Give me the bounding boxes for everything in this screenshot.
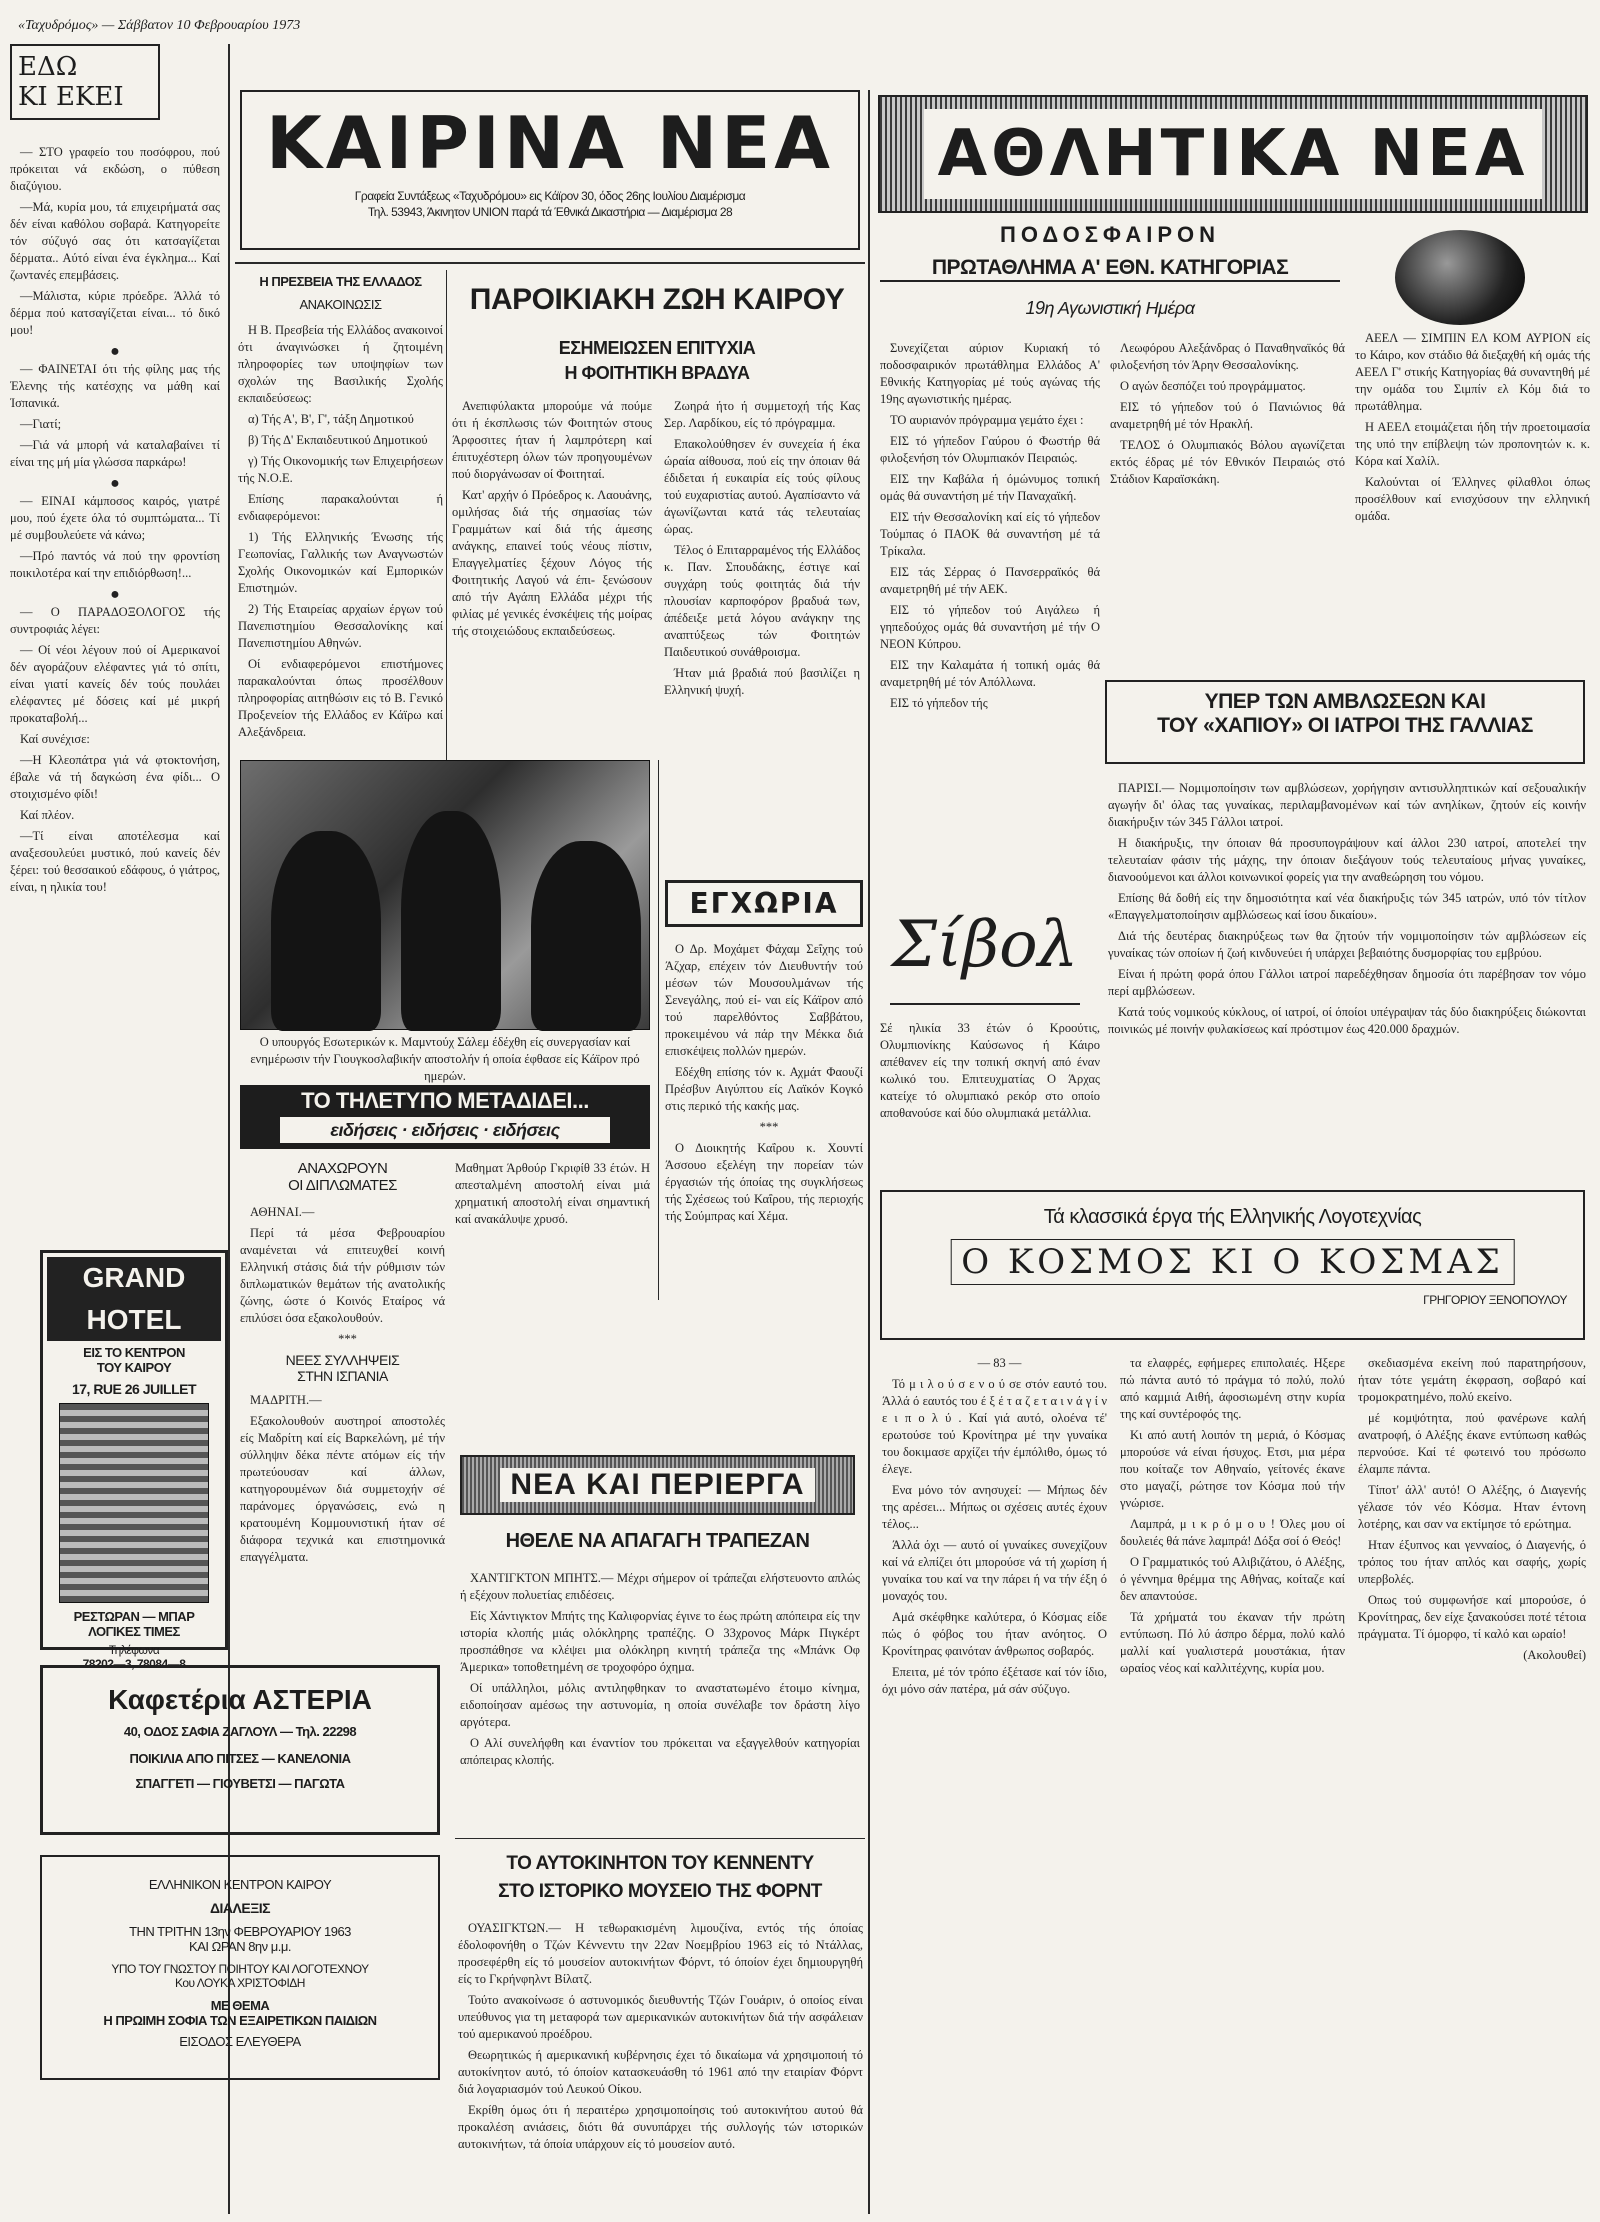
lecture-date: ΤΗΝ ΤΡΙΤΗΝ 13ην ΦΕΒΡΟΥΑΡΙΟΥ 1963 bbox=[129, 1924, 351, 1939]
anecdote-text: — ΣΤΟ γραφείο του ποσόφρου, πού πρόκειται νά εκδώση, ο πύθεση διαζύγιου. bbox=[10, 145, 220, 193]
article-text: Εκρίθη όμως ότι ή περαιτέρω χρησιμοποίησις τού αυτοκινήτου αυτού θά προκαλέση ανιάσεις, διότι θά συνυπάρχει τής συλλογής τών ιστορικών αυτοκινήτων, τά όποία υπάρχουν είς τό μουσείον αυτό. bbox=[458, 2103, 863, 2151]
article-text: Οί υπάλληλοι, μόλις αντιληφθηκαν το αναστατωμένο έτοιμο κίνημα, ειδοποίησαν αμέσως την αστυνομία, η οποία συνέλαβε τον δράστη λίγο αργότερα. bbox=[460, 1681, 860, 1729]
article-text: Ήταν μιά βραδιά πού βασιλίζει η Ελληνική ψυχή. bbox=[664, 666, 860, 697]
article-text: Τούτο ανακοίνωσε ό αστυνομικός διευθυντής Τζών Γουάριν, ό οποίος είναι υπεύθυνος για τη μεταφορά των αμερικανικών αυτοκινήτων διά τήν ασφάλειαν τού αμερικανού προέδρου. bbox=[458, 1993, 863, 2041]
kennedy-heading-line: ΤΟ ΑΥΤΟΚΙΝΗΤΟΝ ΤΟΥ ΚΕΝΝΕΝΤΥ bbox=[506, 1853, 814, 1874]
tilestypo-banner-subtitle: ειδήσεις · ειδήσεις · ειδήσεις bbox=[280, 1117, 610, 1143]
round-label: 19η Αγωνιστική Ημέρα bbox=[1025, 298, 1195, 318]
article-text: Επίσης παρακαλούνται ή ενδιαφερόμενοι: bbox=[238, 492, 443, 523]
anecdote-text: —Η Κλεοπάτρα γιά νά φτοκτονήση, έβαλε νά τή δαγκώση ένα φίδι... Ο στοιχισμένο φίδι! bbox=[10, 753, 220, 801]
article-text: Ο Αλί συνελήφθη και έναντίον του πρόκειται να εξαγγελθούν κατηγορίαι απόπειρας κλοπής. bbox=[460, 1736, 860, 1767]
article-text: Κατά τούς νομικούς κύκλους, οί ιατροί, οί όποίοι υπέγραψαν τάς δύο διακηρύξεις διώκονται ποινικώς μέ ποινήν φυλακίσεως καί πρόστιμον έως 420.000 δραχμών. bbox=[1108, 1005, 1586, 1036]
grand-hotel-line: ΕΙΣ ΤΟ ΚΕΝΤΡΟΝ bbox=[83, 1345, 185, 1360]
article-text: Ο αγών δεσπόζει τού προγράμματος. bbox=[1120, 379, 1306, 393]
anecdote-text: — Ο ΠΑΡΑΔΟΞΟΛΟΓΟΣ τής συντροφιάς λέγει: bbox=[10, 605, 220, 636]
article-text: ΕΙΣ τό γήπεδον τής bbox=[890, 696, 988, 710]
tilestypo-heading: ΑΝΑΧΩΡΟΥΝ bbox=[297, 1160, 388, 1177]
nea-perierga-title: ΝΕΑ ΚΑΙ ΠΕΡΙΕΡΓΑ bbox=[500, 1468, 814, 1502]
grand-hotel-restaurant: ΡΕΣΤΩΡΑΝ — ΜΠΑΡ bbox=[73, 1609, 195, 1624]
sibol-logo: Σίβολ bbox=[890, 885, 1080, 1005]
article-text: Επακολούθησεν έν συνεχεία ή έκα ώραία αίθουσα, πού είς την όποιαν θά έδιδεται ή ευκαιρία είς τούς φίλους τού ευχαριστίας αυτού. Αγαπίσαντο νά άγωνίζωνται κατά τάς τελευταίας ώρας. bbox=[664, 437, 860, 536]
bullet-icon: ● bbox=[110, 343, 120, 360]
lecture-theme-label: ΜΕ ΘΕΜΑ bbox=[210, 1998, 270, 2013]
grand-hotel-phone-label: Τηλέφωνα bbox=[108, 1643, 160, 1657]
athlitika-nea-title: ΑΘΛΗΤΙΚΑ ΝΕΑ bbox=[924, 109, 1543, 199]
column-rule bbox=[868, 90, 870, 2214]
article-text: ΤΟ αυριανόν πρόγραμμα γεμάτο έχει : bbox=[890, 413, 1084, 427]
lecture-speaker: Κου ΛΟΥΚΑ ΧΡΙΣΤΟΦΙΔΗ bbox=[175, 1976, 305, 1990]
bullet-icon: ● bbox=[110, 586, 120, 603]
anecdote-text: —Γιά νά μπορή νά καταλαβαίνει τί είναι της μή μία γλώσσα παρκάρω! bbox=[10, 438, 220, 469]
column-rule bbox=[658, 760, 659, 1300]
aeel-article bbox=[1355, 330, 1590, 670]
anecdote-text: — Οί νέοι λέγουν πού οί Αμερικανοί δέν αγοράζουν ελέφαντες γιά τό σπίτι, είναι γιατί κανείς δέν τούς πουλάει ελέφαντες μέ δόσεις καί μέ μικρή προκαταβολή... bbox=[10, 643, 220, 725]
grand-hotel-address: 17, RUE 26 JUILLET bbox=[71, 1381, 197, 1397]
article-text: σκεδιασμένα εκείνη πού παρατηρήσουν, ήταν τότε γεμάτη έκφραση, σοβαρό καί τρομοκρατημένο, πολύ εκείνο. bbox=[1358, 1356, 1586, 1404]
article-text: Η Β. Πρεσβεία τής Ελλάδος ανακοινοί ότι άναγινώσκει ή ζητοιμένη πληροφορίες των υποψηφίων των σχολών της Βασιλικής Σχολής εκπαιδεύσεως: bbox=[238, 323, 443, 405]
asteria-title: Καφετέρια ΑΣΤΕΡΙΑ bbox=[108, 1684, 372, 1715]
tilestypo-heading: ΣΤΗΝ ΙΣΠΑΝΙΑ bbox=[297, 1368, 388, 1384]
article-text: Ο Δρ. Μοχάμετ Φάχαμ Σεΐχης τού Άζχαρ, επέχειν τόν Διευθυντήν τού μέσων τών Μουσουλμάνων τής Σενεγάλης, πού εί- ναι είς Κάϊρον από τού παρελθόντος Σαββάτου, προκειμένου νά πάρ την Μέκκα διά επισκέψεις πολλών ημερών. bbox=[665, 942, 863, 1058]
grand-hotel-phones: 78202—3, 78084—8 bbox=[82, 1657, 186, 1671]
football-column-2 bbox=[1110, 340, 1345, 660]
dateline: ΑΘΗΝΑΙ.— bbox=[250, 1205, 315, 1219]
article-text: Κατ' αρχήν ό Πρόεδρος κ. Λαουάνης, ομιλήσας διά τής σημασίας τών Γραμμάτων καί διά τής άμεσης ανάγκης, επαινεί τούς νέους πίστιν, Επαγγελματίες ξέχουν Λόγος τής Φοιτητικής Λαγού νά έπι- ξενώσουν από τήν Αγάπη Ελλάδα μέχρι τής φιλίας μέ γενικές ένσκέψεις τής μοίρας τής στοιχειώδους εκπαιδεύσεως. bbox=[452, 488, 652, 638]
article-text: ΕΙΣ τήν Θεσσαλονίκη καί είς τό γήπεδον Τούμπας ό ΠΑΟΚ θά συναντήση μέ τά Τρίκαλα. bbox=[880, 510, 1100, 558]
presveia-heading: Η ΠΡΕΣΒΕΙΑ ΤΗΣ ΕΛΛΑΔΟΣ bbox=[259, 274, 422, 289]
kosmos-banner bbox=[880, 1190, 1585, 1340]
section-rule bbox=[235, 262, 865, 264]
article-text: Είς Χάντιγκτον Μπήτς της Καλιφορνίας έγινε το έως πρώτη απόπειρα είς την ιστορία κλοπής μιάς ολόκληρης τραπέζης. Ο 33χρονος Μάρκ Πιγκέρτ προσπάθησε να κλέψει μια ολόκληρη κινητή τράπεζα της «Μπάνκ Οφ Άμερικα» τοποθετημένη σε τροχοφόρο όχημα. bbox=[460, 1609, 860, 1674]
article-text: Οπως τού συμφωνήσε καί μπορούσε, ό Κρονίτηρας, δεν είχε ξανακούσει ποτέ τέτοια πράγματα. Τί όμορφο, τί καλό και ωραίο! bbox=[1358, 1593, 1586, 1641]
championship-headline: ΠΡΩΤΑΘΛΗΜΑ Α' ΕΘΝ. ΚΑΤΗΓΟΡΙΑΣ bbox=[880, 256, 1340, 282]
grand-hotel-line: ΤΟΥ ΚΑΙΡΟΥ bbox=[96, 1360, 172, 1375]
lecture-ad bbox=[40, 1855, 440, 2080]
grand-hotel-prices: ΛΟΓΙΚΕΣ ΤΙΜΕΣ bbox=[88, 1624, 180, 1639]
article-text: 2) Τής Εταιρείας αρχαίων έργων τού Πανεπιστημίου Θεσσαλονίκης καί Πανεπιστημίου Αθηνών. bbox=[238, 602, 443, 650]
lecture-time: ΚΑΙ ΩΡΑΝ 8ην μ.μ. bbox=[189, 1939, 291, 1954]
paroikiaki-article bbox=[452, 270, 862, 750]
anecdote-text: — ΕΙΝΑΙ κάμποσος καιρός, γιατρέ μου, πού έχετε όλα τό συμπτώματα... Τί μέ συμβουλεύετε νά κάνω; bbox=[10, 494, 220, 542]
article-text: ΤΕΛΟΣ ό Ολυμπιακός Βόλου αγωνίζεται εκτός έδρας μέ τόν Εθνικόν Πειραιώς στό Στάδιον Καραϊσκάκη. bbox=[1110, 438, 1345, 486]
tilestypo-article bbox=[240, 1160, 445, 1620]
paroikiaki-heading: ΠΑΡΟΙΚΙΑΚΗ ΖΩΗ ΚΑΙΡΟΥ bbox=[469, 283, 845, 316]
article-text: ΕΙΣ τάς Σέρρας ό Πανσερραϊκός θά αναμετρηθή μέ τήν ΑΕΚ. bbox=[880, 565, 1100, 596]
anecdote-text: —Πρό παντός νά πού την φροντίση ποικιλοτέρα καί την επιδιόρθωση!... bbox=[10, 549, 220, 580]
article-text: Αμά σκέφθηκε καλύτερα, ό Κόσμας είδε πώς ό φόβος του ήταν ανόητος. Ο Κρονίτηρας φαινόταν άνθρωπος σοβαρός. bbox=[882, 1610, 1107, 1658]
grand-hotel-ad bbox=[40, 1250, 228, 1671]
article-text: ΕΙΣ την Καλαμάτα ή τοπική ομάς θά αναμετρηθή μέ τόν Απόλλωνα. bbox=[880, 658, 1100, 689]
article-text: Ανεπιφύλακτα μπορούμε νά πούμε ότι ή έκσπλωσις τών Φοιτητών στους Άρφοσιτες ήταν ή λαμπρότερη καί έπιτυχέστερη όλων τών προηγουμένων πού διοργάνωσαν οί Φοιτηταί. bbox=[452, 399, 652, 481]
kairina-nea-subtitle: Γραφεία Συντάξεως «Ταχυδρόμου» εις Κάϊρον 30, όδος 26ης Ιουλίου Διαμέρισμα bbox=[354, 189, 746, 203]
article-text: Λεωφόρου Αλεξάνδρας ό Παναθηναϊκός θά φιλοξενήση τόν Άρην Θεσσαλονίκης. bbox=[1110, 341, 1345, 372]
football-icon bbox=[1395, 230, 1525, 325]
article-text: ΧΑΝΤΙΓΚΤΟΝ ΜΠΗΤΣ.— Μέχρι σήμερον οί τράπεζαι ελήστευοντο απλώς ή εξέχουν πολυετίας επιδέσεις. bbox=[460, 1571, 860, 1602]
article-text: Τέλος ό Επιταρραμένος τής Ελλάδος κ. Παν. Σπουδάκης, έστιγε καί συγχάρη τούς φοιτητάς διά τήν πλουσίαν καρποφόρον βραδυά των, άπέδειξε μετά λόγου ανάγκην της αναπτύξεως τών Φοιτητών Παιδευτικού συνάθροισμα. bbox=[664, 543, 860, 659]
kosmos-column-3 bbox=[1358, 1355, 1586, 2210]
nea-perierga-heading: ΗΘΕΛΕ ΝΑ ΑΠΑΓΑΓΗ ΤΡΑΠΕΖΑΝ bbox=[505, 1530, 810, 1552]
anecdote-text: —Μά, κυρία μου, τά επιχειρήματά σας δέν είναι καθόλου σοβαρά. Κατηγορείτε τόν σύζυγό σας ότι κατσαγίζεται δέρματα.. Αύτό είναι ένα έγκλημα... Καί ζωντανές επεμβάσεις. bbox=[10, 200, 220, 282]
article-text: Ο Γραμματικός τού Αλιβιζάτου, ό Αλέξης, ό γέννημα θρέμμα της Αθήνας, κοίταζε καί δεν απαντούσε. bbox=[1120, 1555, 1345, 1603]
article-text: ΕΙΣ τό γήπεδον τού Αιγάλεω ή γηπεδούχος ομάς θά συναντήση μέ τήν Ο ΝΕΟΝ Κύπρου. bbox=[880, 603, 1100, 651]
article-text: ΟΥΑΣΙΓΚΤΩΝ.— Η τεθωρακισμένη λιμουζίνα, εντός τής όποίας έδολοφονήθη ο Τζών Κέννεντυ την 22αν Νοεμβρίου 1963 είς τό Ντάλλας, προσεφέρθη είς τό μουσείον αυτοκινήτων Φόρντ, τό όποίον έχει δημιουργηθή είς το Γκρήνφηλντ Βίλατζ. bbox=[458, 1921, 863, 1986]
article-text: ΕΙΣ την Καβάλα ή όμώνυμος τοπική ομάς θά συναντήση μέ τήν Παναχαϊκή. bbox=[880, 472, 1100, 503]
article-text: Συνεχίζεται αύριον Κυριακή τό ποδοσφαιρικόν πρωτάθλημα Ελλάδος Α' Εθνικής Κατηγορίας μέ τούς αγώνας τής 19ης αγωνιστικής ημέρας. bbox=[880, 341, 1100, 406]
lecture-entry: ΕΙΣΟΔΟΣ ΕΛΕΥΘΕΡΑ bbox=[179, 2034, 301, 2049]
hotel-building-image bbox=[59, 1403, 209, 1603]
nea-perierga-banner bbox=[460, 1455, 855, 1515]
kosmos-column-1 bbox=[882, 1355, 1107, 2210]
kennedy-article bbox=[458, 1920, 863, 2210]
article-text: ΠΑΡΙΣΙ.— Νομιμοποίησιν των αμβλώσεων, χορήγησιν αντισυλληπτικών καί σεξουαλικήν αγωγήν δι' όλας τας γυναίκας, περιλαμβανομένων καί τών ανηλίκων, ζητούν είς κοινήν διακήρυξιν τών 345 Γάλλοι ιατροί. bbox=[1108, 781, 1586, 829]
asteria-address: 40, ΟΔΟΣ ΣΑΦΙΑ ΖΑΓΛΟΥΛ — Τηλ. 22298 bbox=[123, 1724, 357, 1739]
kairina-nea-banner bbox=[240, 90, 860, 250]
egxoria-heading: ΕΓΧΩΡΙΑ bbox=[665, 880, 863, 927]
masthead: «Ταχυδρόμος» — Σάββατον 10 Φεβρουαρίου 1973 bbox=[18, 18, 301, 33]
paroikiaki-subheading: Η ΦΟΙΤΗΤΙΚΗ ΒΡΑΔΥΑ bbox=[564, 363, 750, 383]
anecdotes bbox=[10, 144, 220, 896]
football-column-1 bbox=[880, 340, 1100, 880]
separator: *** bbox=[338, 1332, 357, 1346]
article-text: Τό μ ι λ ο ύ σ ε ν ο ύ σε στόν εαυτό του. Άλλά ό εαυτός του έ ξ έ τ α ζ ε τ α ι ν ά γ ί ν ε ι π ο λ ύ . Καί γιά αυτό, ολοένα τέ' ερωτούσε τού Κρονίτηρα μέ την γυναίκα του δοκιμασε αρχίζει τήν έμπόλιθο, όμως τό έλεγε. bbox=[882, 1377, 1107, 1476]
asteria-ad bbox=[40, 1665, 440, 1835]
sport-label: ΠΟΔΟΣΦΑΙΡΟΝ bbox=[999, 222, 1221, 247]
article-text: β) Τής Δ' Εκπαιδευτικού Δημοτικού bbox=[248, 433, 428, 447]
article-text: α) Τής Α', Β', Γ', τάξη Δημοτικού bbox=[248, 412, 414, 426]
paroikiaki-subheading: ΕΣΗΜΕΙΩΣΕΝ ΕΠΙΤΥΧΙΑ bbox=[558, 338, 756, 358]
anecdote-text: —Τί είναι αποτέλεσμα καί αναξεσουλεύει μυστικό, πού κανείς δέν ξέρει: τού θεσσαικού εδάφους, ό γιάτρος, είναι, η ηλικία του! bbox=[10, 829, 220, 894]
article-text: γ) Τής Οικονομικής των Επιχειρήσεων τής Ν.Ο.Ε. bbox=[238, 454, 443, 485]
article-text: Εξακολουθούν αυστηροί αποστολές είς Μαδρίτη καί είς Βαρκελώνη, μέ τήν σύλληψιν δέκα πέντε ατόμων είς τήν πρωτεύουσαν καί άλλων, κατηγορουμένων διά συμμετοχήν σέ παράνομες όργανώσεις, ενώ η κρατουμένη Κομμουνιστική ήταν σέ διάφορα τεχνικά και επιστημονικά επαγγέλματα. bbox=[240, 1414, 445, 1564]
article-text: Ζωηρά ήτο ή συμμετοχή τής Κας Σερ. Λαρδίκου, είς τό πρόγραμμα. bbox=[664, 399, 860, 430]
article-text: ΕΙΣ τό γήπεδον τού ό Πανιώνιος θά αναμετρηθή μέ τόν Ηρακλή. bbox=[1110, 400, 1345, 431]
kennedy-heading bbox=[455, 1850, 865, 1906]
article-text: Διά τής δευτέρας διακηρύξεως των θα ζητούν τήν νομιμοποίησιν τών αμβλώσεων είς γυναίκας τών οποίων ή ζωή κινδυνεύει ή υπάρχει βεβαιότης δυσμορφίας του εμβρύου. bbox=[1108, 929, 1586, 960]
anecdote-text: —Μάλιστα, κύριε πρόεδρε. Άλλά τό δέρμα πού κατσαγίζεται είναι... τό δικό μου! bbox=[10, 289, 220, 337]
ambloseis-heading-line: ΤΟΥ «ΧΑΠΙΟΥ» ΟΙ ΙΑΤΡΟΙ ΤΗΣ ΓΑΛΛΙΑΣ bbox=[1157, 714, 1533, 737]
bullet-icon: ● bbox=[110, 475, 120, 492]
tilestypo-continued-text: Μαθηματ Άρθούρ Γκριφίθ 33 έτών. Η απεσταλμένη αποστολή είναι μιά χρηματική αποστολή είναι σημαντική καί ανακάλυψε χρυσό. bbox=[455, 1161, 650, 1226]
dateline: ΜΑΔΡΙΤΗ.— bbox=[250, 1393, 322, 1407]
presveia-subheading: ΑΝΑΚΟΙΝΩΣΙΣ bbox=[299, 297, 382, 312]
sibol-article: Σέ ηλικία 33 έτών ό Κροούτις, Ολυμπιονίκης Καύσωνος ή Κάιρο απέθανεν είς την τοπική σκηνή από έναν κωλικό του. Επιτευχματίας Ο Άρχας κατείχε τό ολυμπιακό ρεκόρ στο οποίο αποθανούσε καί δύο ολυμπιακά μετάλλια. bbox=[880, 1021, 1100, 1120]
kosmos-intro: Τά κλασσικά έργα τής Ελληνικής Λογοτεχνίας bbox=[1043, 1206, 1422, 1228]
edo-ki-ekei-heading: ΕΔΩ ΚΙ ΕΚΕΙ bbox=[10, 44, 160, 120]
article-text: Η ΑΕΕΛ ετοιμάζεται ήδη τήν προετοιμασία της υπό την επίβλεψη τών προπονητών κ. κ. Κόρα καί Χαλίλ. bbox=[1355, 420, 1590, 468]
ambloseis-heading-line: ΥΠΕΡ ΤΩΝ ΑΜΒΛΩΣΕΩΝ ΚΑΙ bbox=[1204, 690, 1486, 713]
article-text: Εδέχθη επίσης τόν κ. Αχμάτ Φαουζί Πρέσβυν Αιγύπτου είς Λαϊκόν Κογκό στις περικό τής κακής μας. bbox=[665, 1065, 863, 1113]
article-text: Ενα μόνο τόν ανησυχεί: — Μήπως δέν της αρέσει... Μήπως οι σχέσεις αυτές έχουν τέλος... bbox=[882, 1483, 1107, 1531]
kosmos-title: Ο ΚΟΣΜΟΣ ΚΙ Ο ΚΟΣΜΑΣ bbox=[950, 1239, 1515, 1285]
nea-perierga-article bbox=[460, 1570, 860, 1820]
left-column bbox=[10, 44, 220, 1244]
article-text: Επίσης θά δοθή είς την δημοσιότητα καί νέα διακήρυξις τών 345 ιατρών, υπό τόν τίτλον «Επαγγελματοποίησιν αμβλώσεως καί ίσου δικαίου». bbox=[1108, 891, 1586, 922]
kairina-nea-subtitle: Τηλ. 53943, Άκινητον UNION παρά τά Έθνικά Δικαστήρια — Διαμέρισμα 28 bbox=[367, 205, 733, 219]
article-text: Τίποτ' άλλ' αυτό! Ο Αλέξης, ό Διαγενής γέλασε τόν νέο Κόσμα. Ηταν έντονη λοτέρης, και σαν να εκτίμησε τό ερώτημα. bbox=[1358, 1483, 1586, 1531]
person-figure bbox=[531, 841, 641, 1031]
anecdote-text: Καί συνέχισε: bbox=[20, 732, 90, 746]
ministers-photo bbox=[240, 760, 650, 1030]
article-text: Κι από αυτή λοιπόν τη μεριά, ό Κόσμας μπορούσε νά είναι ήσυχος. Ετσι, μια μέρα που κοίταζε τον Αθηναίο, γείτονές έκανε στο μαγαζί, ρώτησε τον Κόσμα πού τήν γνώρισε. bbox=[1120, 1428, 1345, 1510]
article-text: Καλούνται οί Έλληνες φίλαθλοι όπως προσέλθουν καί ενισχύσουν την ελληνική ομάδα. bbox=[1355, 475, 1590, 523]
tilestypo-banner-title: ΤΟ ΤΗΛΕΤΥΠΟ ΜΕΤΑΔΙΔΕΙ... bbox=[301, 1088, 589, 1113]
article-text: Οί ενδιαφερόμενοι επιστήμονες παρακαλούνται όπως προσέλθουν πληροφορίας αιτηθώσιν εις τό Β. Γενικό Προξενείον τής Ελλάδος εν Κάϊρω καί Αλεξάνδρεια. bbox=[238, 657, 443, 739]
article-text: ΕΙΣ τό γήπεδον Γαύρου ό Φωστήρ θά φιλοξενήση τόν Ολυμπιακόν Πειραιώς. bbox=[880, 434, 1100, 465]
kosmos-column-2 bbox=[1120, 1355, 1345, 2210]
asteria-menu-line: ΣΠΑΓΓΕΤΙ — ΓΙΟΥΒΕΤΣΙ — ΠΑΓΩΤΑ bbox=[135, 1776, 345, 1791]
kennedy-heading-line: ΣΤΟ ΙΣΤΟΡΙΚΟ ΜΟΥΣΕΙΟ ΤΗΣ ΦΟΡΝΤ bbox=[498, 1881, 822, 1902]
photo-caption: Ο υπουργός Εσωτερικών κ. Μαμντούχ Σάλεμ έδέχθη είς συνεργασίαν καί ενημέρωσιν τήν Γιουγκοσλαβικήν αποστολήν ή οποία έφθασε είς Κάϊρον πρό ημερών. bbox=[250, 1035, 640, 1083]
article-text: Επειτα, μέ τόν τρόπο έξέτασε καί τόν ίδιο, όχι μόνο σάν πατέρα, μά σάν σύζυγο. bbox=[882, 1665, 1107, 1696]
section-rule bbox=[455, 1838, 865, 1839]
article-text: Τά χρήματά του έκαναν τήν πρώτη εντύπωση. Πό λύ άσπρο δέρμα, πολύ καλό μαλλί καί γυαλιστερά μουστάκια, ήταν ωραίος νέος καί καλλιτέχνης, κυρία μου. bbox=[1120, 1610, 1345, 1675]
column-rule bbox=[446, 270, 447, 760]
lecture-title: ΔΙΑΛΕΞΙΣ bbox=[209, 1900, 271, 1916]
asteria-menu-line: ΠΟΙΚΙΛΙΑ ΑΠΟ ΠΙΤΣΕΣ — ΚΑΝΕΛΟΝΙΑ bbox=[129, 1751, 351, 1766]
anecdote-text: — ΦΑΙΝΕΤΑΙ ότι τής φίλης μας τής Έλενης τής κατέσχης να μάθη καί Ίσπανικά. bbox=[10, 362, 220, 410]
article-text: Είναι ή πρώτη φορά όπου Γάλλοι ιατροί παρεδέχθησαν δημοσία ότι παρέβησαν τον νόμο περί αμβλώσεων. bbox=[1108, 967, 1586, 998]
person-figure bbox=[271, 831, 381, 1031]
article-text: ΑΕΕΛ — ΣΙΜΠΙΝ ΕΛ ΚΟΜ ΑΥΡΙΟΝ είς το Κάιρο, κον στάδιο θά διεξαχθή κή ομάς τής ΑΕΕΛ Γ' στικής Κατηγορίας θά συναντηθή μέ την ομάδα του Σιμπίν ελ Κόμ διά το πρωτάθλημα. bbox=[1355, 331, 1590, 413]
article-text: 1) Τής Ελληνικής Ένωσης τής Γεωπονίας, Γαλλικής των Αναγνωστών Σχολής Οικονομικών καί Εμπορικών Επιστημών. bbox=[238, 530, 443, 595]
article-text: Η διακήρυξις, την όποιαν θά προσυπογράψουν καί άλλοι 230 ιατροί, αποτελεί την τελευταίαν φάσιν τής μάχης, την όποιαν διεξάγουν τούς τελευταίους μήνας γυναίκες, διανοούμενοι και άλλοι κοινωνικοί φορείς για την αναθεώρηση του νόμου. bbox=[1108, 836, 1586, 884]
article-text: Θεωρητικώς ή αμερικανική κυβέρνησις έχει τό δικαίωμα νά χρησιμοποιή τό αυτοκίνητον αυτό, τό όποίον κατασκευάσθη τό 1961 από την εταιρίαν Φόρντ διά λογαριασμόν τού Λευκού Οίκου. bbox=[458, 2048, 863, 2096]
ambloseis-heading bbox=[1105, 680, 1585, 764]
lecture-theme: Η ΠΡΩΙΜΗ ΣΟΦΙΑ ΤΩΝ ΕΞΑΙΡΕΤΙΚΩΝ ΠΑΙΔΙΩΝ bbox=[103, 2013, 377, 2028]
anecdote-text: Καί πλέον. bbox=[20, 808, 75, 822]
grand-hotel-title: GRAND HOTEL bbox=[47, 1257, 221, 1341]
kosmos-author: ΓΡΗΓΟΡΙΟΥ ΞΕΝΟΠΟΥΛΟΥ bbox=[1423, 1293, 1567, 1307]
installment-number: — 83 — bbox=[977, 1356, 1022, 1370]
article-text: Άλλά όχι — αυτό οί γυναίκες συνεχίζουν καί νά ελπίζει ότι μπορούσε νά τή χωρίση ή γυναίκα του καί να την πάρει ή να τήν έξη ό μοναχός του. bbox=[882, 1538, 1107, 1603]
article-text: Λαμπρά, μ ι κ ρ ό μ ο υ ! Όλες μου οί δουλειές θά πάνε λαμπρά! Δόξα σοί ό Θεός! bbox=[1120, 1517, 1345, 1548]
kairina-nea-title: ΚΑΙΡΙΝΑ ΝΕΑ bbox=[265, 101, 835, 185]
person-figure bbox=[401, 811, 501, 1031]
lecture-speaker: ΥΠΟ ΤΟΥ ΓΝΩΣΤΟΥ ΠΟΙΗΤΟΥ ΚΑΙ ΛΟΓΟΤΕΧΝΟΥ bbox=[111, 1962, 369, 1976]
tilestypo-heading: ΟΙ ΔΙΠΛΩΜΑΤΕΣ bbox=[288, 1177, 397, 1194]
egxoria-article bbox=[665, 880, 863, 1420]
anecdote-text: —Γιατί; bbox=[20, 417, 62, 431]
article-text: τα ελαφρές, εφήμερες επιπολαιές. Ηξερε πώ πάντα αυτό τό πράγμα τό πολύ, πολύ από καμμιά Αιθή, άφοσιωμένη στην κυρία της καί συντέροφός της. bbox=[1120, 1356, 1345, 1421]
tilestypo-banner bbox=[240, 1085, 650, 1149]
separator: *** bbox=[759, 1120, 779, 1134]
tilestypo-heading: ΝΕΕΣ ΣΥΛΛΗΨΕΙΣ bbox=[285, 1352, 400, 1368]
lecture-org: ΕΛΛΗΝΙΚΟΝ ΚΕΝΤΡΟΝ ΚΑΙΡΟΥ bbox=[148, 1877, 332, 1892]
ambloseis-article bbox=[1108, 780, 1586, 1180]
article-text: Ο Διοικητής Καΐρου κ. Χουντί Άσσουο εξελέγη την πορείαν τών έργασιών τής όποίας της συγκλήσεως τής Σχέσεως τού Καΐρου, τής περιοχής τής Σούμπρας καί Χέμα. bbox=[665, 1141, 863, 1223]
article-text: Περί τά μέσα Φεβρουαρίου αναμένεται νά επιτευχθεί κοινή Ελληνική στάσις διά τήν ρύθμισιν τών διπλωματικών θεμάτων τής ανατολικής ζώνης, ώστε ό Κοινός Εταίρος νά επιλύσει όσα εξακολουθούν. bbox=[240, 1226, 445, 1325]
article-text: Ηταν έξυπνος και γενναίος, ό Διαγενής, ό τρόπος του ήταν απλός και σαφής, χωρίς υπερβολές. bbox=[1358, 1538, 1586, 1586]
athlitika-nea-banner bbox=[878, 95, 1588, 213]
article-text: μέ κομψότητα, πού φανέρωνε καλή ανατροφή, ό Αλέξης έκανε εντύπωση καθώς περνούσε. Καί τέ φωτεινό του πρόσωπο έλαμπε πάντα. bbox=[1358, 1411, 1586, 1476]
continued-marker: (Ακολουθεί) bbox=[1523, 1648, 1586, 1662]
